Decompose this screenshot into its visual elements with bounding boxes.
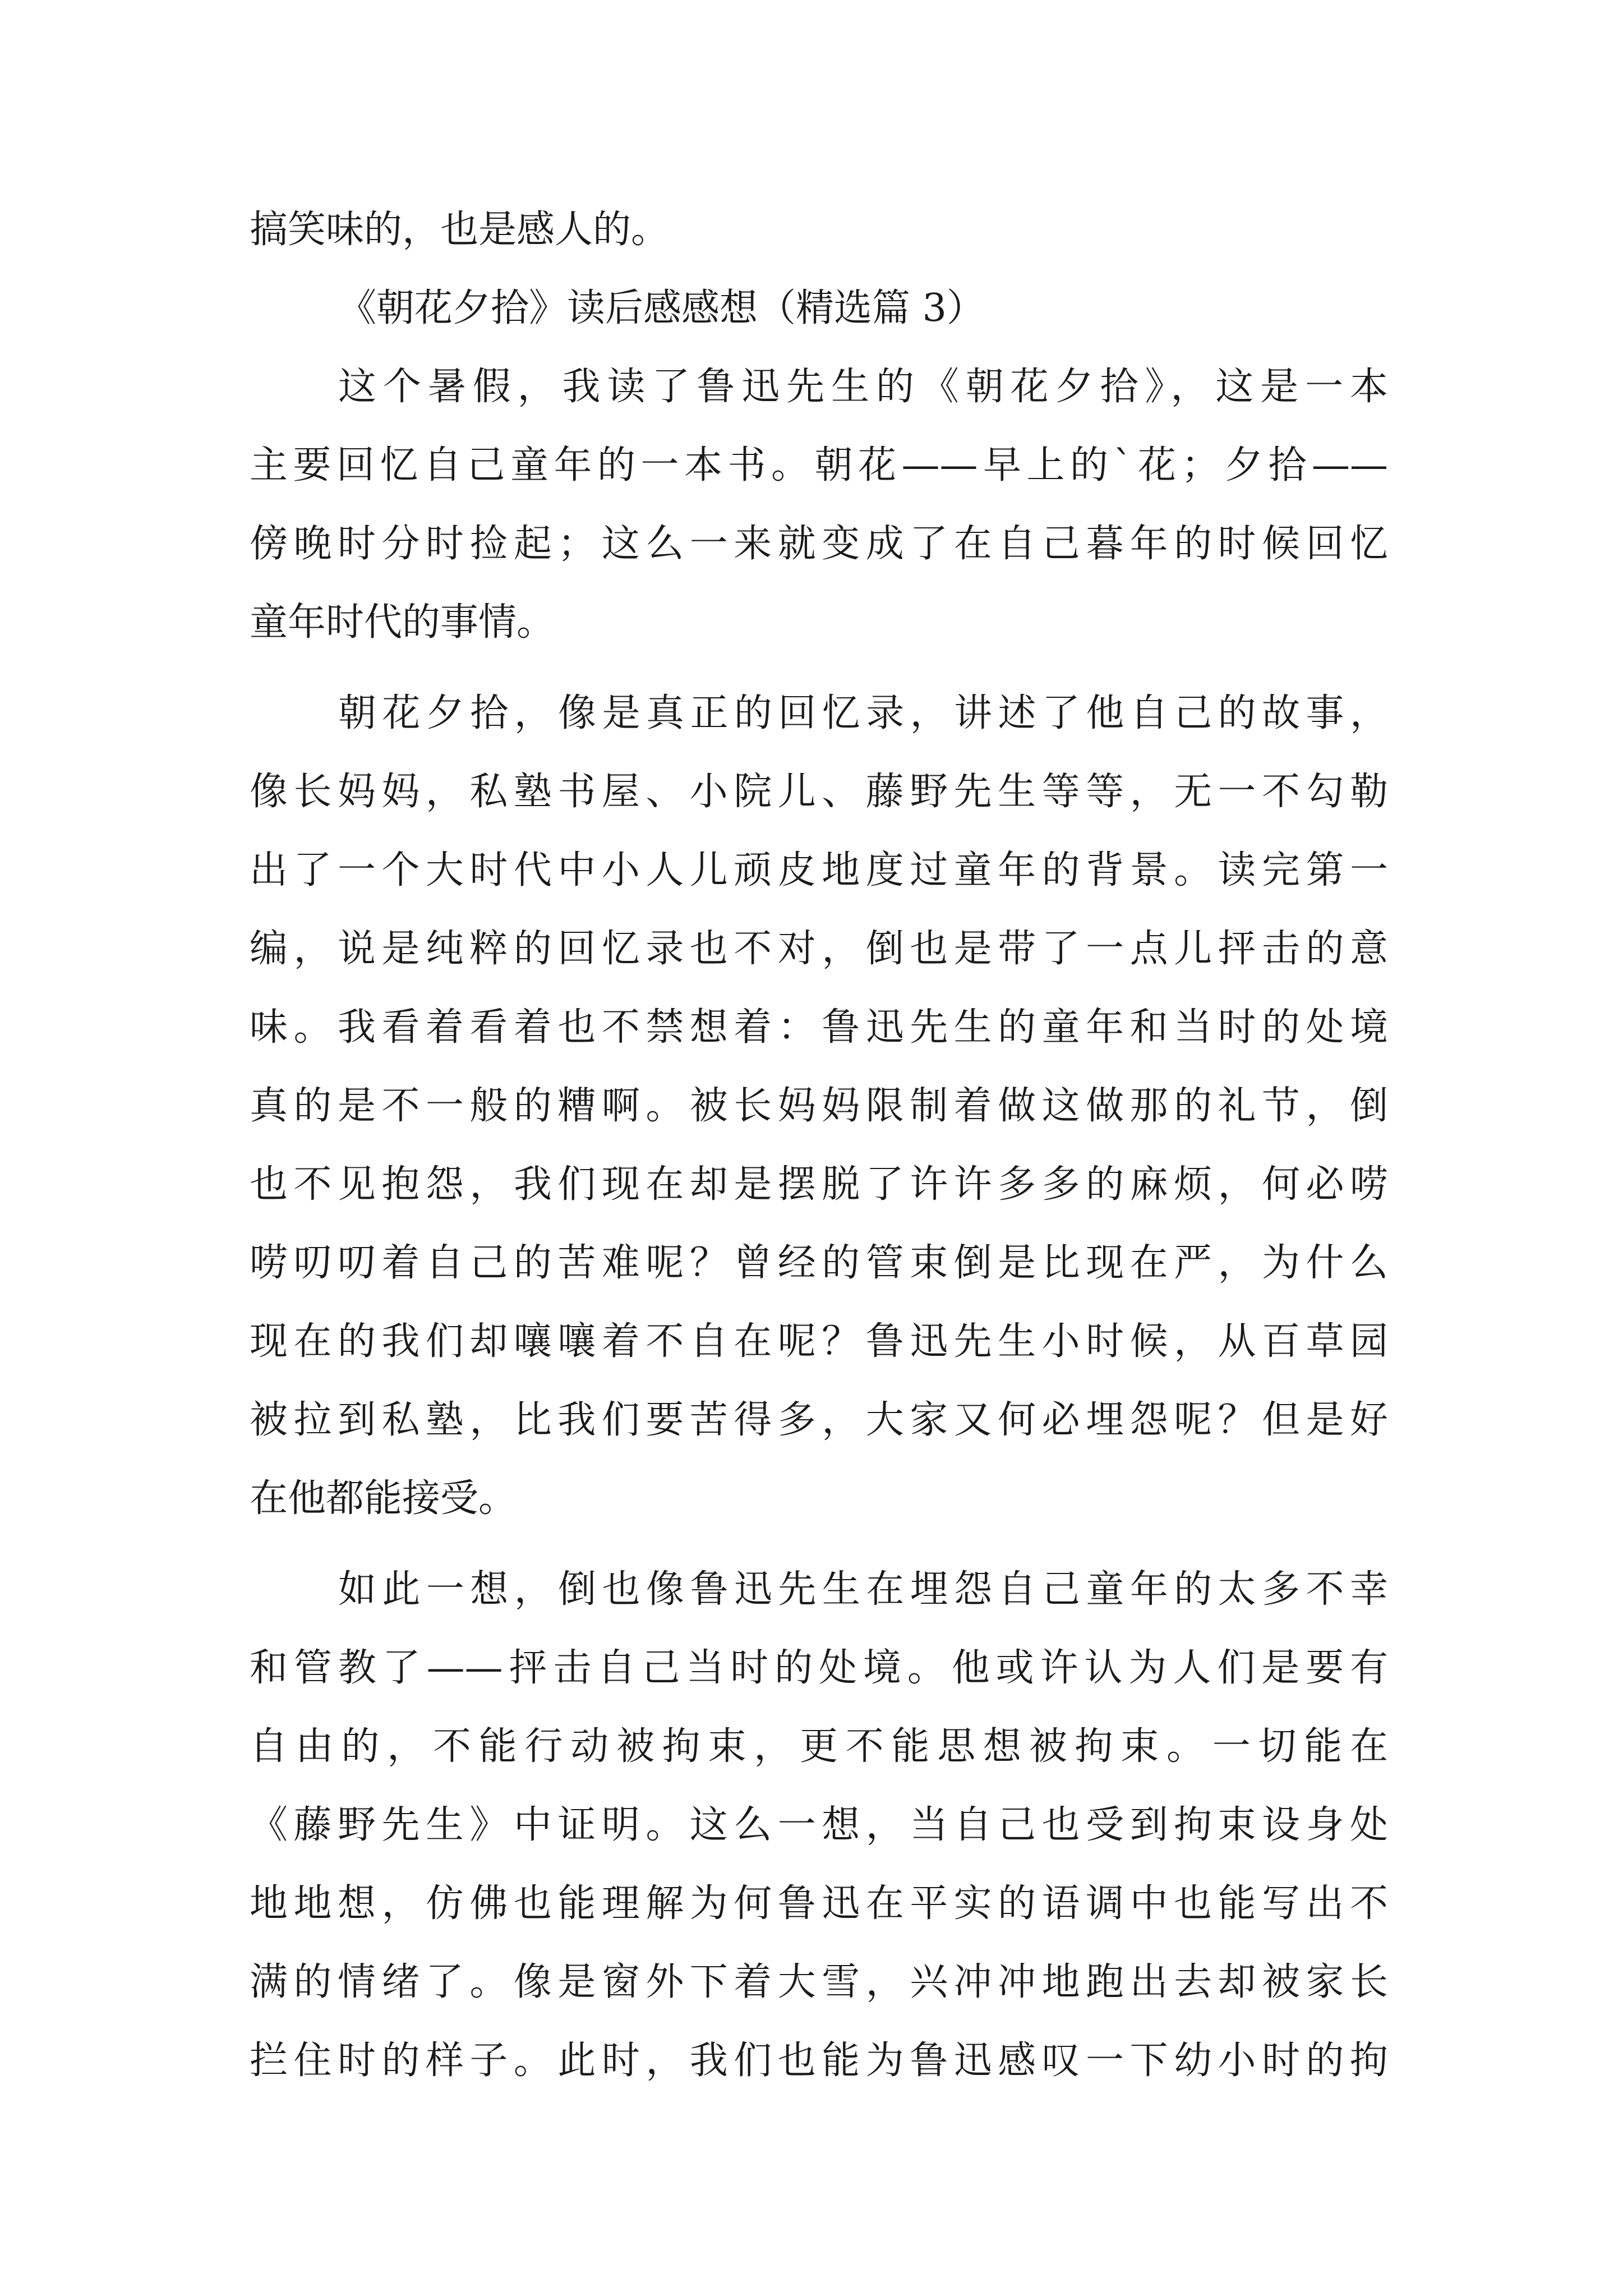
paragraph-line: 被拉到私塾，比我们要苦得多，大家又何必埋怨呢？但是好 <box>250 1398 1388 1442</box>
paragraph-line: 《藤野先生》中证明。这么一想，当自己也受到拘束设身处 <box>250 1803 1388 1847</box>
paragraph-line: 像长妈妈，私塾书屋、小院儿、藤野先生等等，无一不勾勒 <box>250 770 1388 814</box>
paragraph-line: 在他都能接受。 <box>250 1476 517 1521</box>
paragraph-2 <box>250 674 1388 1538</box>
paragraph-line: 如此一想，倒也像鲁迅先生在埋怨自己童年的太多不幸 <box>338 1567 1388 1612</box>
paragraph-line: 傍晚时分时捡起；这么一来就变成了在自己暮年的时候回忆 <box>250 522 1388 566</box>
paragraph-line: 朝花夕拾，像是真正的回忆录，讲述了他自己的故事， <box>338 691 1388 735</box>
paragraph-line: 现在的我们却嚷嚷着不自在呢？鲁迅先生小时候，从百草园 <box>250 1319 1388 1364</box>
paragraph-line: 出了一个大时代中小人儿顽皮地度过童年的背景。读完第一 <box>250 848 1388 892</box>
paragraph-spacer <box>250 1538 1388 1550</box>
paragraph-line: 童年时代的事情。 <box>250 600 555 645</box>
section-heading: 《朝花夕拾》读后感感想（精选篇 3） <box>338 286 985 330</box>
paragraph-line: 也不见抱怨，我们现在却是摆脱了许许多多的麻烦，何必唠 <box>250 1162 1388 1207</box>
paragraph-line: 主要回忆自己童年的一本书。朝花——早上的`花；夕拾—— <box>250 443 1388 487</box>
paragraph-line: 这个暑假，我读了鲁迅先生的《朝花夕拾》，这是一本 <box>338 365 1388 409</box>
paragraph-line: 编，说是纯粹的回忆录也不对，倒也是带了一点儿抨击的意 <box>250 927 1388 971</box>
paragraph-3 <box>250 1550 1388 2100</box>
paragraph-line: 满的情绪了。像是窗外下着大雪，兴冲冲地跑出去却被家长 <box>250 1960 1388 2004</box>
paragraph-line: 真的是不一般的糟啊。被长妈妈限制着做这做那的礼节，倒 <box>250 1084 1388 1128</box>
paragraph-line: 地地想，仿佛也能理解为何鲁迅在平实的语调中也能写出不 <box>250 1881 1388 1926</box>
paragraph-1 <box>250 348 1388 662</box>
paragraph-line: 唠叨叨着自己的苦难呢？曾经的管束倒是比现在严，为什么 <box>250 1241 1388 1285</box>
paragraph-line: 味。我看着看着也不禁想着：鲁迅先生的童年和当时的处境 <box>250 1005 1388 1050</box>
intro-line: 搞笑味的，也是感人的。 <box>250 208 670 252</box>
paragraph-line: 和管教了——抨击自己当时的处境。他或许认为人们是要有 <box>250 1646 1388 1690</box>
paragraph-line: 拦住时的样子。此时，我们也能为鲁迅感叹一下幼小时的拘 <box>250 2039 1388 2083</box>
paragraph-line: 自由的，不能行动被拘束，更不能思想被拘束。一切能在 <box>250 1724 1388 1769</box>
paragraph-spacer <box>250 662 1388 674</box>
document-body <box>250 191 1388 2100</box>
